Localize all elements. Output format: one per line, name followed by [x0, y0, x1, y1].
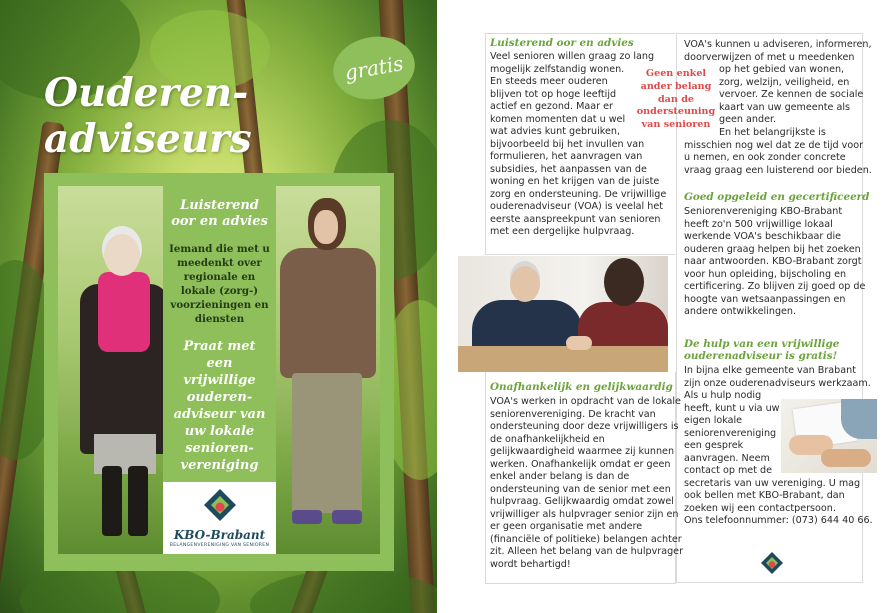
kbo-brabant-logo: [163, 482, 276, 554]
section-certified-text: Seniorenvereniging KBO-Brabant heeft zo'n 500 vrijwillige lokaal werkende VOA's beschikbaar die ouderen graag helpen bij het zoeken naar antwoorden. KBO-Brabant zorgt voor hun opleiding, bijscholing en certificering. Zo blijven zij goed op de hoogte van wetsaanpassingen en andere ontwikkelingen.: [684, 206, 866, 317]
foliage: [250, 570, 437, 613]
section-title-certified: Goed opgeleid en gecertificeerd: [684, 191, 870, 203]
consultation-photo: [458, 256, 668, 372]
paperwork-photo: [781, 399, 877, 473]
cover-panel-heading: Luisterend oor en advies: [171, 198, 268, 229]
cover-panel-cta: Praat met een vrijwillige ouderen-adviseur van uw lokale senioren-vereniging: [173, 339, 266, 473]
logo-name: KBO-Brabant: [173, 528, 266, 542]
section-free-help-text: In bijna elke gemeente van Brabant zijn onze ouderenadviseurs werkzaam. Als u hulp nodig heeft, kunt u via uw eigen lokale seniorenvereniging een gesprek aanvragen. Neem contact op met de secretaris van uw vereniging. U mag ook bellen met KBO-Brabant, dan zoeken wij een contactpersoon. Ons telefoonnummer: (073) 644 40 66.: [684, 365, 873, 526]
cover-panel-body: Iemand die met u meedenkt over regionale en lokale (zorg-) voorzieningen en diensten: [169, 243, 270, 325]
section-title-free-help: De hulp van een vrijwillige ouderenadviseur is gratis!: [684, 338, 840, 362]
logo-tagline: BELANGENVERENIGING VAN SENIOREN: [169, 543, 270, 548]
cover-title: [44, 70, 252, 162]
section-listening-text: Veel senioren willen graag zo lang mogelijk zelfstandig wonen. En steeds meer ouderen blijven tot op hoge leeftijd actief en gezond. Maar er komen momenten dat u wel wat advies kunt gebruiken, bijvoorbeeld bij het invullen van formulieren, het aanvragen van subsidies, het aanpassen van de woning en het krijgen van de juiste zorg en ondersteuning. De vrijwillige ouderenadviseur (VOA) is veelal het eerste aanspreekpunt van senioren met een dergelijke hulpvraag.: [490, 51, 667, 237]
section-advice-text-bottom: En het belangrijkste is misschien nog wel dat ze de tijd voor u nemen, en ook zonder concrete vraag graag een luisterend oor bieden.: [684, 127, 872, 176]
section-advice-text-indent: op het gebied van wonen, zorg, welzijn, veiligheid, en vervoer. Ze kennen de sociale kaart van uw gemeente als geen ander.: [719, 64, 864, 125]
cover-title-line2: adviseurs: [44, 116, 252, 162]
section-advice-text-top: VOA's kunnen u adviseren, informeren, doorverwijzen of met u meedenken: [684, 39, 872, 63]
gratis-badge: gratis: [328, 30, 420, 105]
kbo-footer-logo-icon: [760, 551, 784, 575]
kbo-logo-icon: [203, 488, 237, 522]
section-title-independent: Onafhankelijk en gelijkwaardig: [490, 381, 673, 393]
cover-title-line1: Ouderen-: [44, 70, 249, 116]
pull-quote: Geen enkel ander belang dan de ondersteuning van senioren: [636, 68, 716, 131]
section-independent-text: VOA's werken in opdracht van de lokale seniorenvereniging. De kracht van ondersteuning door deze vrijwilligers is de onafhankelijkheid en gelijkwaardigheid waarmee zij kunnen werken. Onafhankelijk omdat er geen enkel ander belang is dan de ondersteuning van de senior met een hulpvraag. Gelijkwaardig omdat zowel vrijwilliger als hulpvrager senior zijn en er geen organisatie met andere (financiële of politieke) belangen achter zit. Alleen het belang van de hulpvrager wordt behartigd!: [490, 396, 684, 570]
senior-woman-figure: [76, 234, 166, 544]
cover-page: [0, 0, 437, 613]
section-title-listening: Luisterend oor en advies: [490, 37, 634, 49]
adviser-woman-figure: [276, 198, 376, 548]
